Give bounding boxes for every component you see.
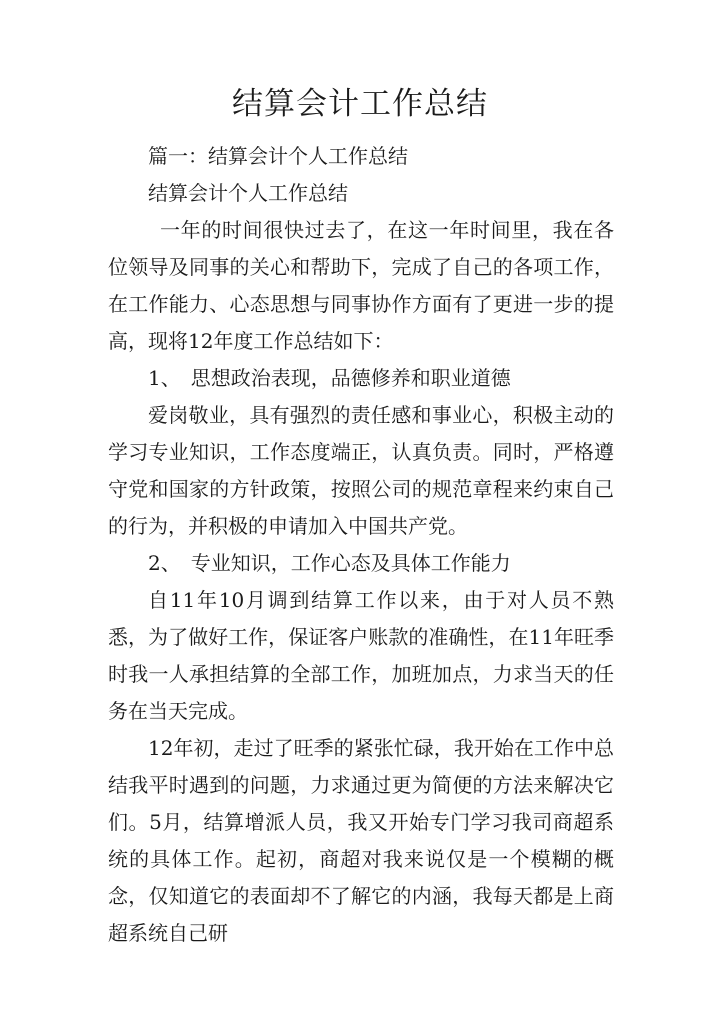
sub-heading: 结算会计个人工作总结 <box>148 181 348 205</box>
document-title: 结算会计工作总结 <box>232 86 488 122</box>
section-heading: 篇一：结算会计个人工作总结 <box>148 144 408 168</box>
item-heading-1: 1、 思想政治表现，品德修养和职业道德 <box>148 366 511 390</box>
document-body <box>108 138 614 952</box>
paragraph-year-start: 12年初，走过了旺季的紧张忙碌，我开始在工作中总结我平时遇到的问题，力求通过更为简便的方法来解决它们。5月，结算增派人员，我又开始专门学习我司商超系统的具体工作。起初，商超对我来说仅是一个模糊的概念，仅知道它的表面却不了解它的内涵，我每天都是上商超系统自己研 <box>108 736 614 945</box>
paragraph-intro: 一年的时间很快过去了，在这一年时间里，我在各位领导及同事的关心和帮助下，完成了自己的各项工作，在工作能力、心态思想与同事协作方面有了更进一步的提高，现将12年度工作总结如下： <box>108 218 614 353</box>
paragraph-politics: 爱岗敬业，具有强烈的责任感和事业心，积极主动的学习专业知识，工作态度端正，认真负责。同时，严格遵守党和国家的方针政策，按照公司的规范章程来约束自己的行为，并积极的申请加入中国共产党。 <box>108 403 614 538</box>
item-heading-2: 2、 专业知识，工作心态及具体工作能力 <box>148 551 511 575</box>
paragraph-transfer: 自11年10月调到结算工作以来，由于对人员不熟悉，为了做好工作，保证客户账款的准确性，在11年旺季时我一人承担结算的全部工作，加班加点，力求当天的任务在当天完成。 <box>108 588 614 723</box>
